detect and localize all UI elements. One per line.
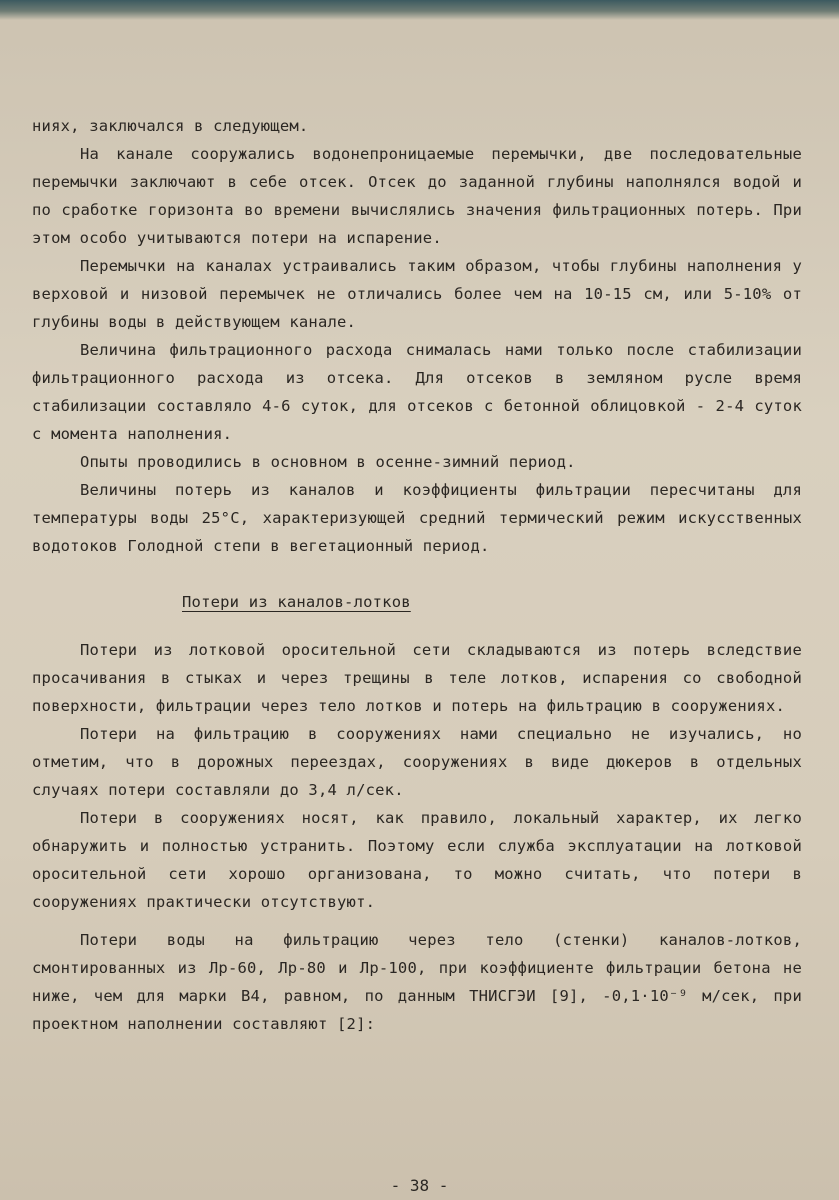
document-body [32,112,802,1038]
paragraph: Опыты проводились в основном в осенне-зимний период. [80,453,576,471]
paragraph: Величина фильтрационного расхода снималась нами только после стабилизации фильтрационного расхода из отсека. Для отсеков в земляном русле время стабилизации составляло 4-6 суток, для отсеков с бетонной облицовкой - 2-4 суток с момента наполнения. [32,341,802,443]
page-top-edge [0,0,839,20]
paragraph: Потери в сооружениях носят, как правило, локальный характер, их легко обнаружить и полностью устранить. Поэтому если служба эксплуатации на лотковой оросительной сети хорошо организована, то можно считать, что потери в сооружениях практически отсутствуют. [32,809,802,911]
paragraph: Потери из лотковой оросительной сети складываются из потерь вследствие просачивания в стыках и через трещины в теле лотков, испарения со свободной поверхности, фильтрации через тело лотков и потерь на фильтрацию в сооружениях. [32,641,802,715]
page-number: - 38 - [390,1176,449,1195]
paragraph: Потери воды на фильтрацию через тело (стенки) каналов-лотков, смонтированных из Лр-60, Лр-80 и Лр-100, при коэффициенте фильтрации бетона не ниже, чем для марки В4, равном, по данным ТНИСГЭИ [9], -0,1·10⁻⁹ м/сек, при проектном наполнении составляют [2]: [32,931,802,1033]
section-heading: Потери из каналов-лотков [182,593,411,611]
paragraph: Потери на фильтрацию в сооружениях нами специально не изучались, но отметим, что в дорожных переездах, сооружениях в виде дюкеров в отдельных случаях потери составляли до 3,4 л/сек. [32,725,802,799]
paragraph: Величины потерь из каналов и коэффициенты фильтрации пересчитаны для температуры воды 25°С, характеризующей средний термический режим искусственных водотоков Голодной степи в вегетационный период. [32,481,802,555]
paragraph: ниях, заключался в следующем. [32,117,309,135]
paragraph: На канале сооружались водонепроницаемые перемычки, две последовательные перемычки заключают в себе отсек. Отсек до заданной глубины наполнялся водой и по сработке горизонта во времени вычислялись значения фильтрационных потерь. При этом особо учитываются потери на испарение. [32,145,802,247]
paragraph: Перемычки на каналах устраивались таким образом, чтобы глубины наполнения у верховой и низовой перемычек не отличались более чем на 10-15 см, или 5-10% от глубины воды в действующем канале. [32,257,802,331]
